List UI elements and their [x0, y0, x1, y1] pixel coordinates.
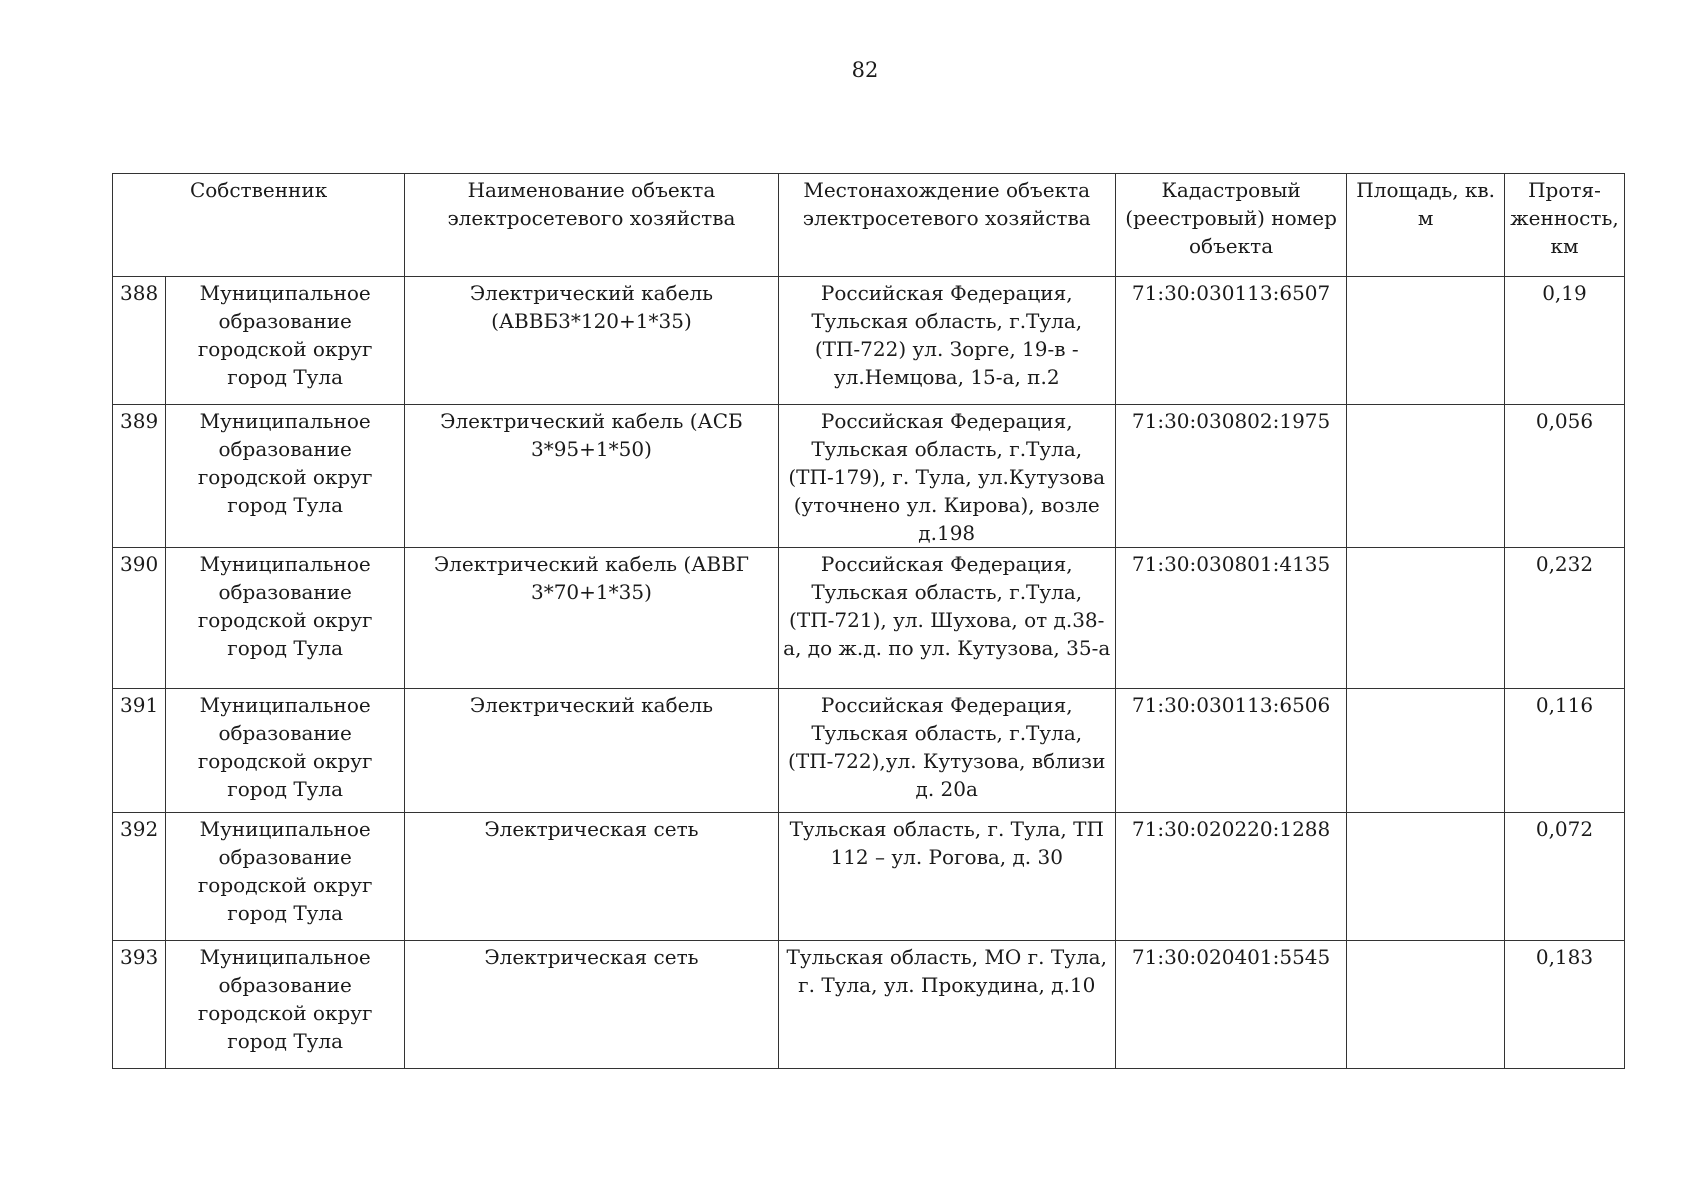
cadastral-number-cell: 71:30:020401:5545 — [1115, 941, 1347, 1069]
area-cell — [1347, 277, 1505, 405]
length-cell: 0,116 — [1504, 689, 1624, 813]
length-cell: 0,072 — [1504, 813, 1624, 941]
area-cell — [1347, 813, 1505, 941]
header-object-name: Наименование объекта электросетевого хозяйства — [405, 174, 779, 277]
length-cell: 0,056 — [1504, 405, 1624, 548]
table-row — [113, 813, 1625, 941]
page-number: 82 — [851, 58, 879, 82]
header-area: Площадь, кв. м — [1347, 174, 1505, 277]
location-cell: Российская Федерация, Тульская область, г.Тула, (ТП-721), ул. Шухова, от д.38-а, до ж.д. по ул. Кутузова, 35-а — [778, 548, 1115, 689]
table-row — [113, 548, 1625, 689]
area-cell — [1347, 548, 1505, 689]
object-name-cell: Электрическая сеть — [405, 813, 779, 941]
owner-cell: Муниципальное образование городской округ город Тула — [166, 548, 405, 689]
object-name-cell: Электрический кабель (АВВБ3*120+1*35) — [405, 277, 779, 405]
cadastral-number-cell: 71:30:020220:1288 — [1115, 813, 1347, 941]
table-header-row — [113, 174, 1625, 277]
cadastral-number-cell: 71:30:030113:6507 — [1115, 277, 1347, 405]
table-row — [113, 405, 1625, 548]
row-number: 388 — [113, 277, 166, 405]
object-name-cell: Электрический кабель — [405, 689, 779, 813]
header-location: Местонахождение объекта электросетевого хозяйства — [778, 174, 1115, 277]
owner-cell: Муниципальное образование городской округ город Тула — [166, 941, 405, 1069]
table-row — [113, 941, 1625, 1069]
object-name-cell: Электрический кабель (АВВГ 3*70+1*35) — [405, 548, 779, 689]
location-cell: Тульская область, МО г. Тула, г. Тула, ул. Прокудина, д.10 — [778, 941, 1115, 1069]
owner-cell: Муниципальное образование городской округ город Тула — [166, 277, 405, 405]
cadastral-number-cell: 71:30:030801:4135 — [1115, 548, 1347, 689]
area-cell — [1347, 941, 1505, 1069]
header-owner: Собственник — [113, 174, 405, 277]
owner-cell: Муниципальное образование городской округ город Тула — [166, 813, 405, 941]
location-cell: Тульская область, г. Тула, ТП 112 – ул. Рогова, д. 30 — [778, 813, 1115, 941]
location-cell: Российская Федерация, Тульская область, г.Тула, (ТП-722),ул. Кутузова, вблизи д. 20а — [778, 689, 1115, 813]
area-cell — [1347, 689, 1505, 813]
row-number: 389 — [113, 405, 166, 548]
object-name-cell: Электрическая сеть — [405, 941, 779, 1069]
owner-cell: Муниципальное образование городской округ город Тула — [166, 689, 405, 813]
location-cell: Российская Федерация, Тульская область, г.Тула, (ТП-179), г. Тула, ул.Кутузова (уточнено ул. Кирова), возле д.198 — [778, 405, 1115, 548]
length-cell: 0,232 — [1504, 548, 1624, 689]
electrical-grid-objects-table — [112, 173, 1625, 1069]
cadastral-number-cell: 71:30:030802:1975 — [1115, 405, 1347, 548]
row-number: 391 — [113, 689, 166, 813]
table-row — [113, 277, 1625, 405]
owner-cell: Муниципальное образование городской округ город Тула — [166, 405, 405, 548]
area-cell — [1347, 405, 1505, 548]
row-number: 392 — [113, 813, 166, 941]
location-cell: Российская Федерация, Тульская область, г.Тула, (ТП-722) ул. Зорге, 19-в - ул.Немцова, 15-а, п.2 — [778, 277, 1115, 405]
header-cadastral-number: Кадастровый (реестровый) номер объекта — [1115, 174, 1347, 277]
length-cell: 0,183 — [1504, 941, 1624, 1069]
header-length: Протя-женность, км — [1504, 174, 1624, 277]
table-row — [113, 689, 1625, 813]
length-cell: 0,19 — [1504, 277, 1624, 405]
row-number: 393 — [113, 941, 166, 1069]
row-number: 390 — [113, 548, 166, 689]
object-name-cell: Электрический кабель (АСБ 3*95+1*50) — [405, 405, 779, 548]
cadastral-number-cell: 71:30:030113:6506 — [1115, 689, 1347, 813]
